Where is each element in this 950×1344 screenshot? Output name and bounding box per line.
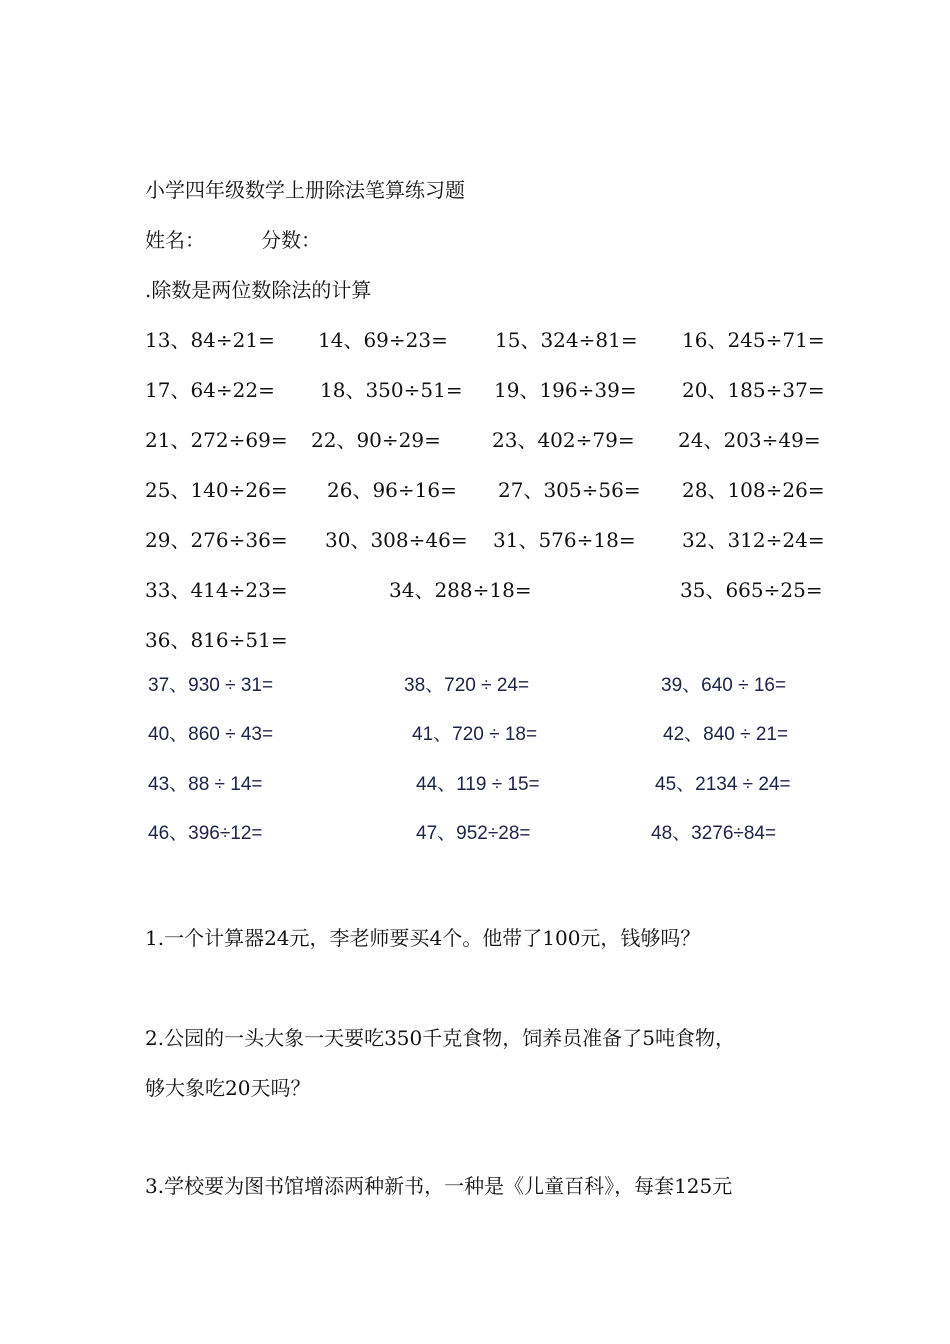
problem-17: 17、64÷22= <box>145 378 275 402</box>
problem-23: 23、402÷79= <box>492 428 635 452</box>
problem-13: 13、84÷21= <box>145 328 275 352</box>
score-label: 分数： <box>261 228 321 252</box>
problem-22: 22、90÷29= <box>311 428 441 452</box>
problem-20: 20、185÷37= <box>682 378 825 402</box>
problem-14: 14、69÷23= <box>318 328 448 352</box>
worksheet-title: 小学四年级数学上册除法笔算练习题 <box>145 178 465 202</box>
problem-32: 32、312÷24= <box>682 528 825 552</box>
problem-21: 21、272÷69= <box>145 428 288 452</box>
problem-15: 15、324÷81= <box>495 328 638 352</box>
problem-25: 25、140÷26= <box>145 478 288 502</box>
problem-44: 44、119 ÷ 15= <box>416 774 540 795</box>
problem-38: 38、720 ÷ 24= <box>404 675 530 696</box>
name-label: 姓名： <box>145 228 205 252</box>
problem-27: 27、305÷56= <box>498 478 641 502</box>
problem-24: 24、203÷49= <box>678 428 821 452</box>
problem-43: 43、88 ÷ 14= <box>148 774 263 795</box>
name-score-line <box>145 228 321 252</box>
problem-31: 31、576÷18= <box>493 528 636 552</box>
problem-26: 26、96÷16= <box>327 478 457 502</box>
problem-28: 28、108÷26= <box>682 478 825 502</box>
problem-29: 29、276÷36= <box>145 528 288 552</box>
problem-33: 33、414÷23= <box>145 578 288 602</box>
problem-47: 47、952÷28= <box>416 823 531 844</box>
problem-48: 48、3276÷84= <box>651 823 777 844</box>
problem-18: 18、350÷51= <box>320 378 463 402</box>
problem-35: 35、665÷25= <box>680 578 823 602</box>
problem-39: 39、640 ÷ 16= <box>661 675 787 696</box>
problem-30: 30、308÷46= <box>325 528 468 552</box>
problem-42: 42、840 ÷ 21= <box>663 724 789 745</box>
problem-36: 36、816÷51= <box>145 628 288 652</box>
problem-37: 37、930 ÷ 31= <box>148 675 274 696</box>
problem-40: 40、860 ÷ 43= <box>148 724 274 745</box>
problem-41: 41、720 ÷ 18= <box>412 724 538 745</box>
problem-34: 34、288÷18= <box>389 578 532 602</box>
problem-16: 16、245÷71= <box>682 328 825 352</box>
problem-46: 46、396÷12= <box>148 823 263 844</box>
section-title: .除数是两位数除法的计算 <box>145 278 372 302</box>
word-problem-2-line-2: 够大象吃20天吗？ <box>145 1076 311 1100</box>
word-problem-3: 3.学校要为图书馆增添两种新书，一种是《儿童百科》，每套125元 <box>145 1174 733 1198</box>
problem-19: 19、196÷39= <box>494 378 637 402</box>
word-problem-2-line-1: 2.公园的一头大象一天要吃350千克食物，饲养员准备了5吨食物， <box>145 1026 735 1050</box>
problem-45: 45、2134 ÷ 24= <box>655 774 791 795</box>
word-problem-1: 1.一个计算器24元，李老师要买4个。他带了100元，钱够吗？ <box>145 926 701 950</box>
